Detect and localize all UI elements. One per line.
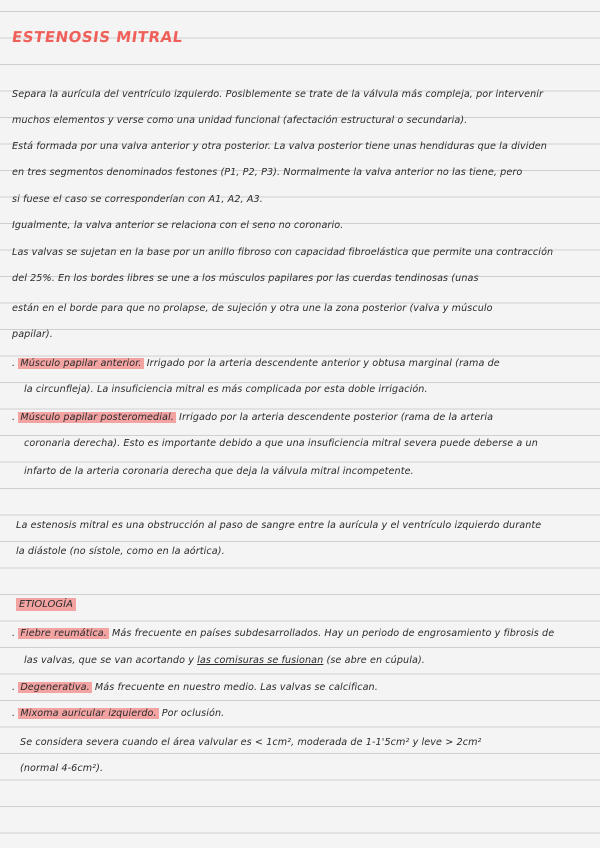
text-line: la diástole (no sístole, como en la aórtica). <box>16 546 225 557</box>
text-line: La estenosis mitral es una obstrucción al paso de sangre entre la aurícula y el ventrículo izquierdo durante <box>16 520 542 531</box>
text-line: Está formada por una valva anterior y otra posterior. La valva posterior tiene unas hendiduras que la dividen <box>12 141 547 152</box>
bullet-dot: . <box>12 682 16 693</box>
text-line: están en el borde para que no prolapse, de sujeción y otra une la zona posterior (valva y músculo <box>12 303 493 314</box>
text-line: Las valvas se sujetan en la base por un anillo fibroso con capacidad fibroelástica que permite una contracción <box>12 247 554 258</box>
text-line-severity: Se considera severa cuando el área valvular es < 1cm², moderada de 1-1'5cm² y leve > 2cm² <box>20 737 482 748</box>
text-line: del 25%. En los bordes libres se une a los músculos papilares por las cuerdas tendinosas (unas <box>12 273 479 284</box>
text-line: infarto de la arteria coronaria derecha que deja la válvula mitral incompetente. <box>24 466 414 477</box>
text-line: Separa la aurícula del ventrículo izquierdo. Posiblemente se trate de la válvula más compleja, por intervenir <box>12 89 544 100</box>
text-line: en tres segmentos denominados festones (P1, P2, P3). Normalmente la valva anterior no las tiene, pero <box>12 167 523 178</box>
bullet-dot: . <box>12 358 16 369</box>
text-segment: Irrigado por la arteria descendente posterior (rama de la arteria <box>175 412 494 423</box>
underlined-text: las comisuras se fusionan <box>197 655 324 666</box>
text-segment: Más frecuente en nuestro medio. Las valvas se calcifican. <box>91 682 378 693</box>
text-line: si fuese el caso se corresponderían con A1, A2, A3. <box>12 194 263 205</box>
section-heading-etiologia: ETIOLOGÍA <box>16 598 76 611</box>
text-segment: (se abre en cúpula). <box>323 655 425 666</box>
text-segment: Por oclusión. <box>158 708 225 719</box>
bullet-degenerativa <box>12 675 592 702</box>
bullet-papilar-anterior <box>12 351 592 378</box>
text-line-normal: (normal 4-6cm²). <box>20 763 104 774</box>
bullet-papilar-posteromedial <box>12 405 592 432</box>
text-segment: Más frecuente en países subdesarrollados. Hay un periodo de engrosamiento y fibrosis de <box>108 628 555 639</box>
highlight-term: Degenerativa. <box>20 682 90 693</box>
highlight-term: Músculo papilar anterior. <box>20 358 142 369</box>
text-segment: las valvas, que se van acortando y <box>24 655 198 666</box>
bullet-dot: . <box>12 412 16 423</box>
highlight-term: Músculo papilar posteromedial. <box>20 412 174 423</box>
text-segment: Irrigado por la arteria descendente anterior y obtusa marginal (rama de <box>143 358 500 369</box>
bullet-dot: . <box>12 628 16 639</box>
page-title: ESTENOSIS MITRAL <box>10 28 184 46</box>
bullet-fiebre-reumatica <box>12 621 592 648</box>
text-line: coronaria derecha). Esto es importante debido a que una insuficiencia mitral severa puede deberse a un <box>24 438 538 449</box>
text-line: la circunfleja). La insuficiencia mitral es más complicada por esta doble irrigación. <box>24 384 428 395</box>
bullet-dot: . <box>12 708 16 719</box>
text-line: muchos elementos y verse como una unidad funcional (afectación estructural o secundaria). <box>12 115 468 126</box>
text-line: papilar). <box>12 329 53 340</box>
highlight-term: Mixoma auricular izquierdo. <box>20 708 157 719</box>
text-line: Igualmente, la valva anterior se relaciona con el seno no coronario. <box>12 220 344 231</box>
text-line-comisuras <box>24 648 592 675</box>
highlight-term: Fiebre reumática. <box>20 628 107 639</box>
bullet-mixoma <box>12 701 592 728</box>
